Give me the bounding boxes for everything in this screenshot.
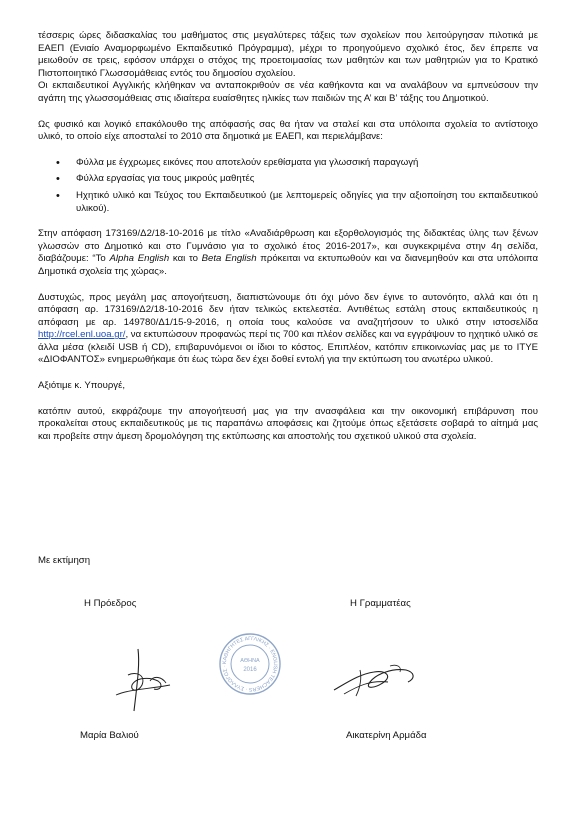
disappointment-text-post: , να εκτυπώσουν προφανώς περί τις 700 και πλέον σελίδες και να εγγράψουν το ηχητικό υλικό σε άλλα μέσα (κλειδί USB ή CD), επιβαρυνόμενοι οι ίδιοι το κόστος. Επιπλέον, κατόπιν επικοινωνίας μας με το ΙΤΥΕ «ΔΙΟΦΑΝΤΟΣ» ενημερωθήκαμε ότι έως τώρα δεν έχει δοθεί εντολή για την εκτύπωση του ανωτέρω υλικού.: [38, 329, 538, 366]
president-name: Μαρία Βαλιού: [80, 730, 139, 741]
material-list: [38, 157, 538, 215]
secretary-signature: [330, 652, 422, 702]
stamp-center-year: 2016: [243, 667, 257, 673]
decision-text-post: πρόκειται να εκτυπωθούν και να διανεμηθούν και στα υπόλοιπα Δημοτικά σχολεία της χώρας».: [38, 253, 539, 277]
salutation: [38, 380, 538, 393]
stamp-seal-icon: [218, 632, 282, 696]
paragraph-hours-text: τέσσερις ώρες διδασκαλίας του μαθήματος στις μεγαλύτερες τάξεις των σχολείων που λειτούργησαν πιλοτικά με ΕΑΕΠ (Ενιαίο Αναμορφωμένο Εκπαιδευτικό Πρόγραμμα), μέχρι το προηγούμενο σχολικό έτος, δεν έπρεπε να μειωθούν σε τρεις, εφόσον υπάρχει ο στόχος της προετοιμασίας των μαθητών και των μαθητριών για το Κρατικό Πιστοποιητικό Γλωσσομάθειας εντός του δημοσίου σχολείου.: [38, 30, 538, 79]
list-item: [76, 157, 538, 170]
president-title: Η Πρόεδρος: [84, 598, 137, 609]
rcel-website-link[interactable]: http://rcel.enl.uoa.gr/: [38, 329, 126, 341]
list-item: [76, 173, 538, 186]
signature-scribble-icon: [330, 652, 422, 702]
paragraph-request-text: κατόπιν αυτού, εκφράζουμε την απογοήτευσή μας για την ανασφάλεια και την οικονομική επιβάρυνση που προκαλείται στους εκπαιδευτικούς με τις παραπάνω αποφάσεις και ζητούμε όπως εξετάσετε σοβαρά το αίτημά μας και προβείτε στην άμεση δρομολόγηση της εκτύπωσης και αποστολής του σχετικού υλικού στα σχολεία.: [38, 405, 538, 442]
paragraph-material-text: Ως φυσικό και λογικό επακόλουθο της απόφασής σας θα ήταν να σταλεί και στα υπόλοιπα σχολεία το αντίστοιχο υλικό, το οποίο είχε αποσταλεί το 2010 στα δημοτικά με ΕΑΕΠ, και περιελάμβανε:: [38, 118, 538, 143]
secretary-title: Η Γραμματέας: [350, 598, 411, 609]
paragraph-request: [38, 406, 538, 444]
paragraph-hours: [38, 30, 538, 80]
signature-scribble-icon: [110, 645, 180, 715]
president-signature: [110, 645, 180, 715]
alpha-english-title: Alpha English: [109, 253, 170, 265]
letter-body: [38, 30, 538, 456]
paragraph-material: [38, 119, 538, 144]
stamp-ring-text: ΚΑΘΗΓΗΤΕΣ ΑΓΓΛΙΚΗΣ · ENGLISH TEACHERS · ΣΥΛΛΟΓΟΣ ·: [221, 635, 279, 693]
list-item: [76, 190, 538, 215]
salutation-text: Αξιότιμε κ. Υπουργέ,: [38, 380, 126, 392]
paragraph-decision: [38, 228, 538, 278]
paragraph-disappointment: [38, 292, 538, 368]
list-item-text: Φύλλα με έγχρωμες εικόνες που αποτελούν ερεθίσματα για γλωσσική παραγωγή: [76, 156, 419, 168]
disappointment-text-pre: Δυστυχώς, προς μεγάλη μας απογοήτευση, διαπιστώνουμε ότι όχι μόνο δεν έγινε το αυτονόητο, αλλά και ότι η απόφαση αρ. 173169/Δ2/18-10-2016 δεν ήταν τελικώς εκτελεστέα. Αντιθέτως εστάλη στους εκπαιδευτικούς η απόφαση με αρ. 149780/Δ1/15-9-2016, η οποία τους καλούσε να αναζητήσουν το υλικό στην ιστοσελίδα: [38, 291, 538, 328]
list-item-text: Ηχητικό υλικό και Τεύχος του Εκπαιδευτικού (με λεπτομερείς οδηγίες για την αξιοποίηση του εκπαιδευτικού υλικού).: [76, 189, 538, 214]
closing-text: Με εκτίμηση: [38, 555, 91, 566]
paragraph-teachers: [38, 80, 538, 105]
secretary-name: Αικατερίνη Αρμάδα: [346, 730, 427, 741]
list-item-text: Φύλλα εργασίας για τους μικρούς μαθητές: [76, 173, 255, 185]
association-stamp: [218, 632, 282, 696]
beta-english-title: Beta English: [201, 253, 257, 265]
paragraph-teachers-text: Οι εκπαιδευτικοί Αγγλικής κλήθηκαν να ανταποκριθούν σε νέα καθήκοντα και να αναλάβουν να εμπνεύσουν την αγάπη της γλωσσομάθειας στις ιδιαίτερα ευαίσθητες ηλικίες των παιδιών της Α’ και Β’ τάξης του Δημοτικού.: [38, 80, 538, 104]
stamp-center-top: ΑΘΗΝΑ: [240, 658, 260, 664]
decision-text-pre: Στην απόφαση 173169/Δ2/18-10-2016 με τίτλο «Αναδιάρθρωση και εξορθολογισμός της διδακτέας ύλης των ξένων γλωσσών στο Δημοτικό και στο Γυμνάσιο για το σχολικό έτος 2016-2017», και συγκεκριμένα στην 4η σελίδα, διαβάζουμε: “Το: [38, 228, 538, 265]
decision-text-mid: και το: [169, 253, 202, 265]
